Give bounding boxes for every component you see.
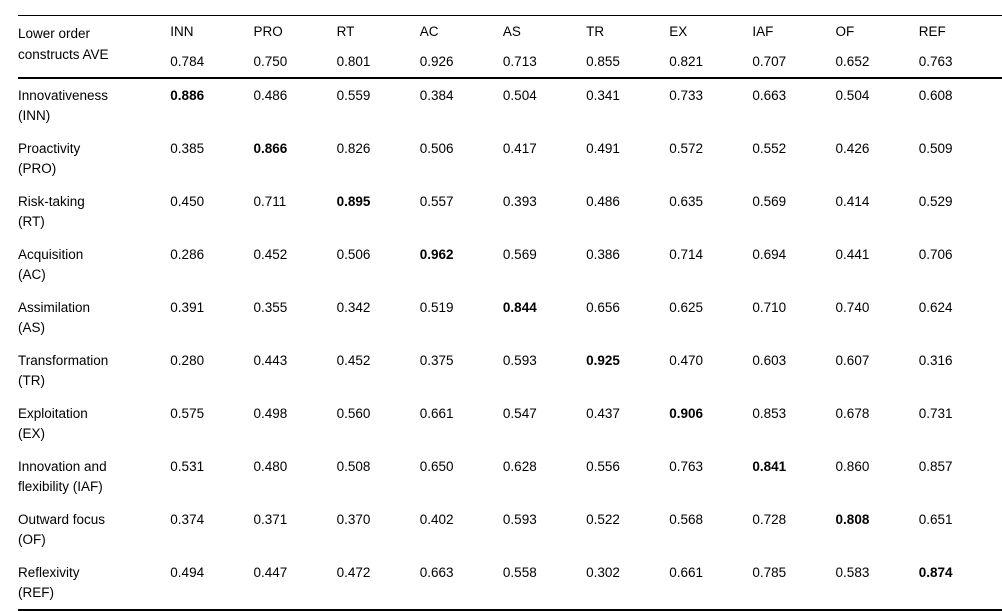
cell-value: 0.625 [669, 300, 704, 315]
cell-value: 0.506 [336, 247, 371, 262]
cell-value: 0.480 [253, 459, 288, 474]
corner-header-line2: constructs AVE [18, 47, 109, 62]
cell-value: 0.651 [918, 512, 953, 527]
cell-value: 0.608 [918, 88, 953, 103]
cell-value: 0.663 [419, 565, 454, 580]
column-ave-value: 0.652 [835, 54, 870, 69]
column-header-ac [420, 16, 503, 79]
cell-value-diagonal: 0.874 [918, 565, 953, 580]
cell-value: 0.603 [752, 353, 787, 368]
cell-value: 0.661 [669, 565, 704, 580]
table-row [18, 78, 1002, 132]
cell-value: 0.569 [752, 194, 787, 209]
cell-value: 0.486 [253, 88, 288, 103]
cell-value: 0.426 [835, 141, 870, 156]
cell-value: 0.504 [502, 88, 537, 103]
cell-value: 0.447 [253, 565, 288, 580]
cell-value: 0.531 [170, 459, 205, 474]
cell-value: 0.556 [586, 459, 620, 474]
column-abbr: AS [502, 24, 521, 39]
row-label-line2: (EX) [18, 426, 45, 441]
row-label-line2: (TR) [18, 373, 45, 388]
column-ave-value: 0.801 [336, 54, 371, 69]
cell-value: 0.441 [835, 247, 870, 262]
column-header-tr [586, 16, 669, 79]
cell-value: 0.656 [586, 300, 620, 315]
cell-value: 0.624 [918, 300, 953, 315]
row-label-line2: (OF) [18, 532, 46, 547]
cell-value: 0.607 [835, 353, 870, 368]
cell-value: 0.650 [419, 459, 454, 474]
table-row [18, 344, 1002, 397]
column-abbr: TR [586, 24, 605, 39]
row-label-line1: Innovativeness [18, 88, 109, 103]
row-label-line1: Transformation [18, 353, 109, 368]
cell-value: 0.529 [918, 194, 953, 209]
cell-value: 0.694 [752, 247, 787, 262]
column-ave-value: 0.763 [918, 54, 953, 69]
column-header-iaf [752, 16, 835, 79]
row-label [18, 450, 170, 503]
table-row [18, 450, 1002, 503]
row-label-line2: (PRO) [18, 161, 57, 176]
column-header-ex [669, 16, 752, 79]
cell-value: 0.785 [752, 565, 787, 580]
row-label-line1: Reflexivity [18, 565, 80, 580]
column-ave-value: 0.926 [419, 54, 454, 69]
cell-value: 0.386 [586, 247, 620, 262]
cell-value: 0.857 [918, 459, 953, 474]
cell-value: 0.733 [669, 88, 704, 103]
cell-value: 0.414 [835, 194, 870, 209]
cell-value: 0.494 [170, 565, 205, 580]
cell-value: 0.593 [502, 353, 537, 368]
column-ave-value: 0.713 [502, 54, 537, 69]
column-ave-value: 0.750 [253, 54, 288, 69]
row-label-line2: (REF) [18, 585, 54, 600]
column-header-as [503, 16, 586, 79]
cell-value: 0.706 [918, 247, 953, 262]
cell-value-diagonal: 0.925 [586, 353, 620, 368]
row-label-line1: Assimilation [18, 300, 91, 315]
row-label-line1: Exploitation [18, 406, 88, 421]
row-label [18, 291, 170, 344]
table-row [18, 291, 1002, 344]
cell-value: 0.558 [502, 565, 537, 580]
cell-value: 0.710 [752, 300, 787, 315]
corner-header-cell [18, 16, 170, 79]
cell-value: 0.443 [253, 353, 288, 368]
row-label [18, 78, 170, 132]
column-header-pro [253, 16, 336, 79]
column-abbr: RT [336, 24, 355, 39]
cell-value: 0.853 [752, 406, 787, 421]
cell-value: 0.437 [586, 406, 620, 421]
cell-value: 0.470 [669, 353, 704, 368]
cell-value: 0.728 [752, 512, 787, 527]
cell-value: 0.568 [669, 512, 704, 527]
cell-value: 0.572 [669, 141, 704, 156]
column-abbr: EX [669, 24, 688, 39]
cell-value: 0.375 [419, 353, 454, 368]
column-header-rt [337, 16, 420, 79]
cell-value: 0.486 [586, 194, 620, 209]
table-row [18, 238, 1002, 291]
cell-value: 0.714 [669, 247, 704, 262]
cell-value: 0.417 [502, 141, 537, 156]
cell-value: 0.370 [336, 512, 371, 527]
cell-value: 0.402 [419, 512, 454, 527]
table-row [18, 503, 1002, 556]
row-label [18, 185, 170, 238]
row-label-line1: Proactivity [18, 141, 81, 156]
row-label-line2: (INN) [18, 108, 51, 123]
cell-value: 0.559 [336, 88, 371, 103]
row-label [18, 503, 170, 556]
cell-value: 0.286 [170, 247, 205, 262]
cell-value: 0.280 [170, 353, 205, 368]
column-abbr: INN [170, 24, 194, 39]
column-abbr: AC [419, 24, 439, 39]
row-label-line2: flexibility (IAF) [18, 479, 103, 494]
cell-value: 0.472 [336, 565, 371, 580]
cell-value: 0.740 [835, 300, 870, 315]
cell-value: 0.504 [835, 88, 870, 103]
cell-value: 0.385 [170, 141, 205, 156]
cell-value: 0.628 [502, 459, 537, 474]
cell-value-diagonal: 0.866 [253, 141, 288, 156]
cell-value: 0.583 [835, 565, 870, 580]
table-body [18, 78, 1002, 610]
column-ave-value: 0.784 [170, 54, 205, 69]
cell-value: 0.560 [336, 406, 371, 421]
cell-value-diagonal: 0.886 [170, 88, 205, 103]
cell-value: 0.316 [918, 353, 953, 368]
column-header-inn [170, 16, 253, 79]
cell-value: 0.384 [419, 88, 454, 103]
row-label [18, 238, 170, 291]
cell-value: 0.711 [253, 194, 287, 209]
cell-value: 0.547 [502, 406, 537, 421]
cell-value: 0.506 [419, 141, 454, 156]
cell-value-diagonal: 0.895 [336, 194, 371, 209]
cell-value: 0.519 [419, 300, 454, 315]
row-label-line2: (RT) [18, 214, 45, 229]
row-label [18, 132, 170, 185]
table-header [18, 16, 1002, 79]
cell-value: 0.593 [502, 512, 537, 527]
cell-value: 0.450 [170, 194, 205, 209]
header-row [18, 16, 1002, 79]
row-label-line2: (AS) [18, 320, 45, 335]
cell-value: 0.763 [669, 459, 704, 474]
cell-value: 0.355 [253, 300, 288, 315]
cell-value: 0.491 [586, 141, 620, 156]
ave-table [18, 15, 1002, 611]
row-label [18, 344, 170, 397]
row-label-line1: Innovation and [18, 459, 107, 474]
column-ave-value: 0.821 [669, 54, 704, 69]
ave-table-container [18, 15, 1002, 611]
cell-value: 0.569 [502, 247, 537, 262]
row-label [18, 397, 170, 450]
cell-value: 0.678 [835, 406, 870, 421]
cell-value-diagonal: 0.808 [835, 512, 870, 527]
cell-value: 0.552 [752, 141, 787, 156]
cell-value: 0.342 [336, 300, 371, 315]
cell-value: 0.635 [669, 194, 704, 209]
column-header-ref [919, 16, 1002, 79]
column-ave-value: 0.855 [586, 54, 620, 69]
cell-value: 0.557 [419, 194, 454, 209]
cell-value: 0.374 [170, 512, 205, 527]
corner-header-line1: Lower order [18, 26, 91, 41]
cell-value: 0.341 [586, 88, 620, 103]
cell-value: 0.452 [336, 353, 371, 368]
cell-value: 0.826 [336, 141, 371, 156]
cell-value-diagonal: 0.841 [752, 459, 787, 474]
table-row [18, 132, 1002, 185]
row-label-line1: Outward focus [18, 512, 106, 527]
cell-value: 0.731 [918, 406, 953, 421]
column-ave-value: 0.707 [752, 54, 787, 69]
column-abbr: REF [918, 24, 946, 39]
cell-value-diagonal: 0.906 [669, 406, 704, 421]
row-label-line1: Risk-taking [18, 194, 85, 209]
cell-value: 0.498 [253, 406, 288, 421]
cell-value: 0.661 [419, 406, 454, 421]
cell-value-diagonal: 0.962 [419, 247, 454, 262]
cell-value: 0.371 [253, 512, 288, 527]
column-header-of [836, 16, 919, 79]
cell-value: 0.452 [253, 247, 288, 262]
cell-value-diagonal: 0.844 [502, 300, 537, 315]
cell-value: 0.391 [170, 300, 205, 315]
column-abbr: PRO [253, 24, 283, 39]
cell-value: 0.860 [835, 459, 870, 474]
cell-value: 0.393 [502, 194, 537, 209]
cell-value: 0.575 [170, 406, 205, 421]
cell-value: 0.663 [752, 88, 787, 103]
column-abbr: IAF [752, 24, 774, 39]
row-label [18, 556, 170, 610]
row-label-line1: Acquisition [18, 247, 84, 262]
cell-value: 0.509 [918, 141, 953, 156]
cell-value: 0.522 [586, 512, 620, 527]
cell-value: 0.302 [586, 565, 620, 580]
column-abbr: OF [835, 24, 855, 39]
cell-value: 0.508 [336, 459, 371, 474]
table-row [18, 556, 1002, 610]
row-label-line2: (AC) [18, 267, 46, 282]
table-row [18, 397, 1002, 450]
table-row [18, 185, 1002, 238]
